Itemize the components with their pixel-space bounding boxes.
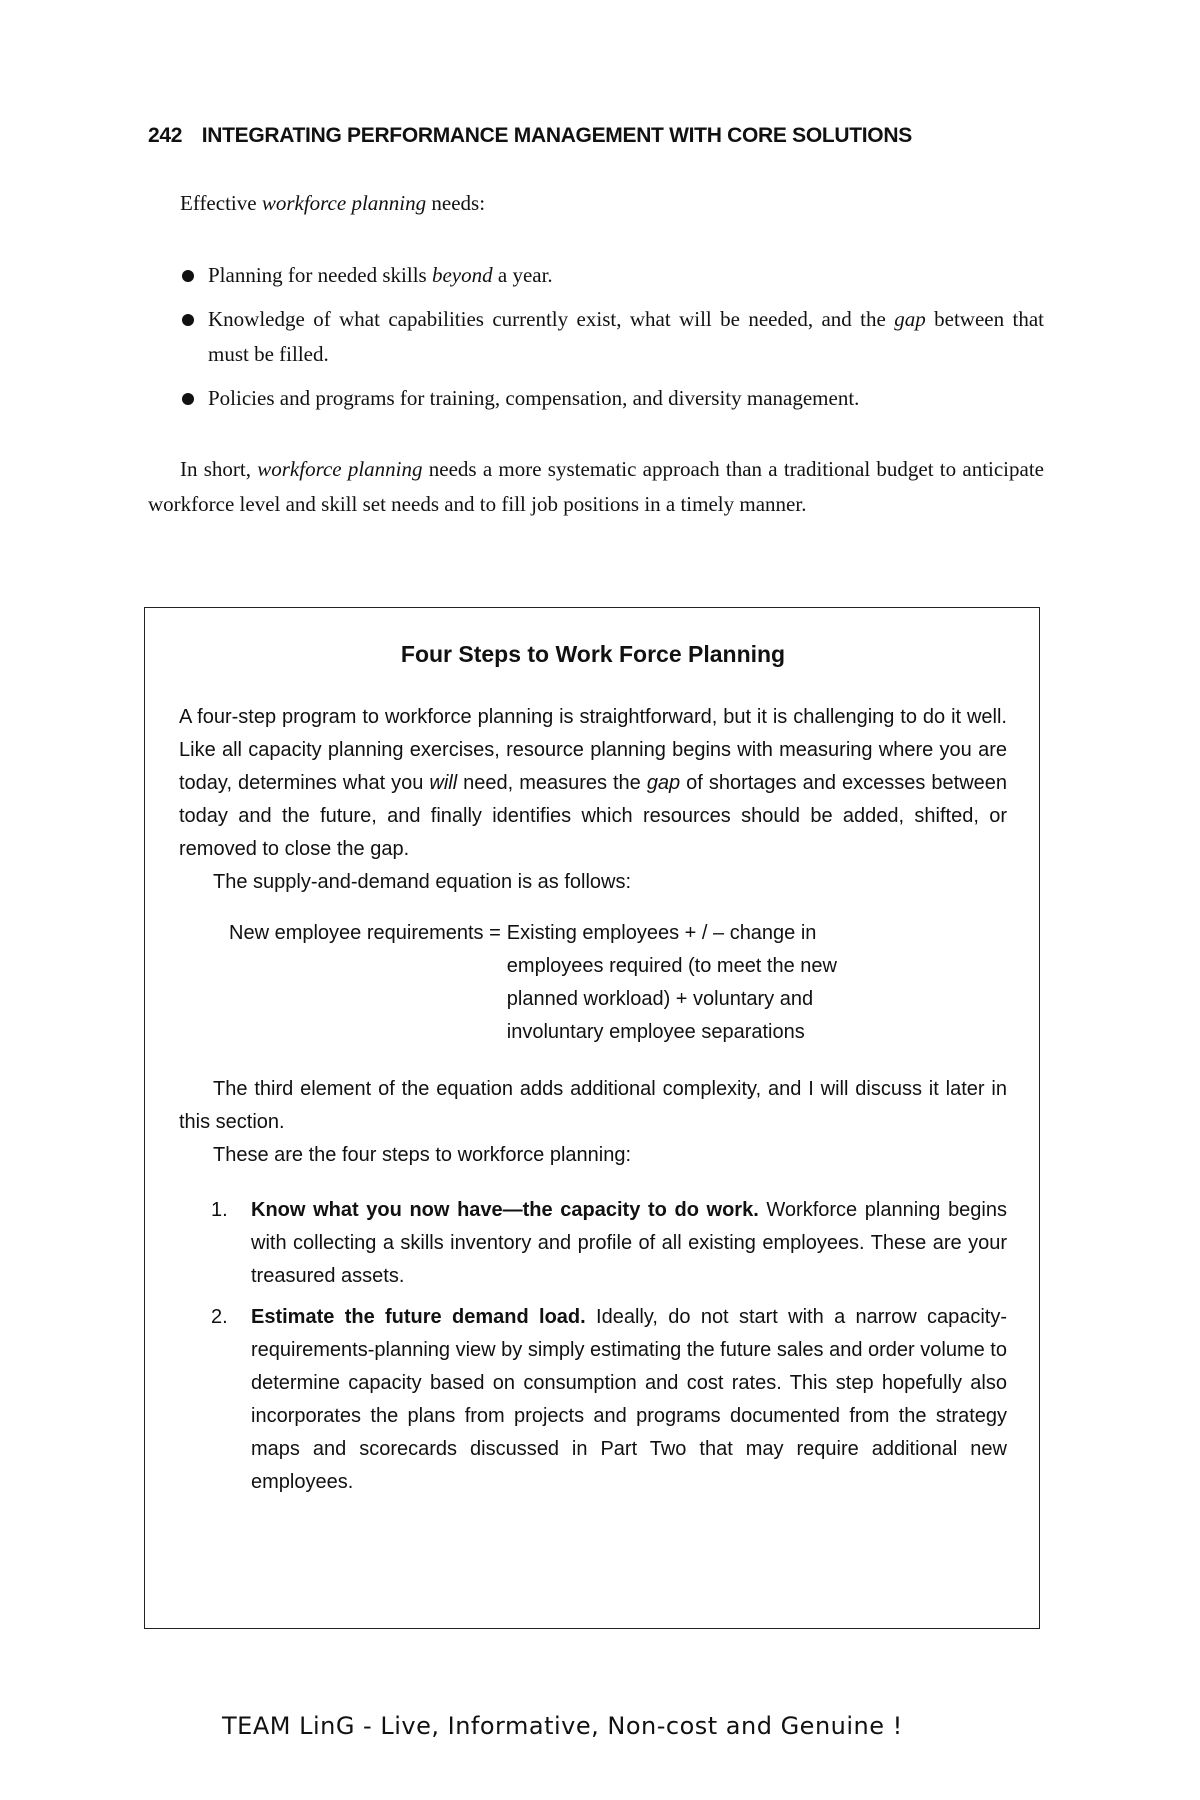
summary-text: In short, — [180, 457, 258, 481]
step-lead: Estimate the future demand load. — [251, 1306, 586, 1328]
list-item — [148, 302, 1044, 372]
list-item — [179, 1301, 1007, 1499]
summary-text-end: needs a more systematic approach than a traditional budget to anticipate workforce level and skill set needs and to fill job positions in a timely manner. — [148, 457, 1044, 516]
summary-paragraph — [148, 452, 1044, 522]
paragraph-text: need, measures the — [457, 772, 647, 794]
step-lead: Know what you now have—the capacity to do work. — [251, 1199, 759, 1221]
bullet-dot-icon — [182, 270, 194, 282]
footer-watermark: TEAM LinG - Live, Informative, Non-cost and Genuine ! — [222, 1712, 903, 1740]
intro-term: workforce planning — [261, 191, 427, 215]
intro-line — [148, 186, 1076, 221]
sidebar-content — [179, 638, 1007, 1507]
needs-list — [148, 258, 1044, 425]
sidebar-paragraph: The supply-and-demand equation is as follows: — [213, 871, 632, 893]
running-head — [148, 124, 1048, 148]
list-item-emphasis: gap — [894, 307, 926, 331]
list-item — [179, 1194, 1007, 1293]
sidebar-title: Four Steps to Work Force Planning — [400, 641, 786, 667]
paragraph-text: of shortages and excesses between today and the future, and finally identifies which resources should be added, shifted, or removed to close the gap. — [179, 772, 1008, 860]
list-item-text: Planning for needed skills — [208, 263, 432, 287]
bullet-dot-icon — [182, 393, 194, 405]
step-text: Ideally, do not start with a narrow capacity-requirements-planning view by simply estimating the future sales and order volume to determine capacity based on consumption and cost rates. This step hopefully also incorporates the plans from projects and programs documented from the strategy maps and scorecards discussed in Part Two that may require additional new employees. — [251, 1306, 1008, 1493]
list-item-text: Knowledge of what capabilities currently exist, what will be needed, and the — [208, 307, 895, 331]
paragraph-emphasis: will — [429, 772, 458, 794]
intro-text-end: needs: — [426, 191, 486, 215]
intro-text: Effective — [180, 191, 262, 215]
steps-list — [179, 1194, 1007, 1499]
step-number: 1. — [211, 1199, 228, 1221]
sidebar-box — [144, 607, 1040, 1629]
running-title: INTEGRATING PERFORMANCE MANAGEMENT WITH CORE SOLUTIONS — [201, 124, 912, 147]
sidebar-paragraph — [179, 701, 1007, 866]
list-item — [148, 381, 1044, 416]
sidebar-paragraph: The third element of the equation adds additional complexity, and I will discuss it later in this section. — [179, 1078, 1007, 1133]
list-item-text: Policies and programs for training, compensation, and diversity management. — [208, 386, 860, 410]
paragraph-emphasis: gap — [646, 772, 681, 794]
paragraph-text: A four-step program to workforce planning is straightforward, but it is challenging to do it well. Like all capacity planning exercises, resource planning begins with measuring where you are today, determines what you — [179, 706, 1007, 794]
list-item-text-end: a year. — [492, 263, 553, 287]
equation — [229, 917, 1007, 1049]
list-item-text-end: between that must be filled. — [208, 307, 1044, 366]
step-text: Workforce planning begins with collecting a skills inventory and profile of all existing employees. These are your treasured assets. — [251, 1199, 1007, 1287]
equation-left: New employee requirements = — [229, 922, 501, 944]
step-number: 2. — [211, 1306, 228, 1328]
page-number: 242 — [148, 124, 183, 147]
list-item — [148, 258, 1044, 293]
sidebar-paragraph: These are the four steps to workforce planning: — [213, 1144, 632, 1166]
equation-right: Existing employees + / – change in employees required (to meet the new planned workload) + voluntary and involuntary employee separations — [506, 922, 837, 1043]
list-item-emphasis: beyond — [431, 263, 493, 287]
summary-term: workforce planning — [257, 457, 423, 481]
bullet-dot-icon — [182, 314, 194, 326]
